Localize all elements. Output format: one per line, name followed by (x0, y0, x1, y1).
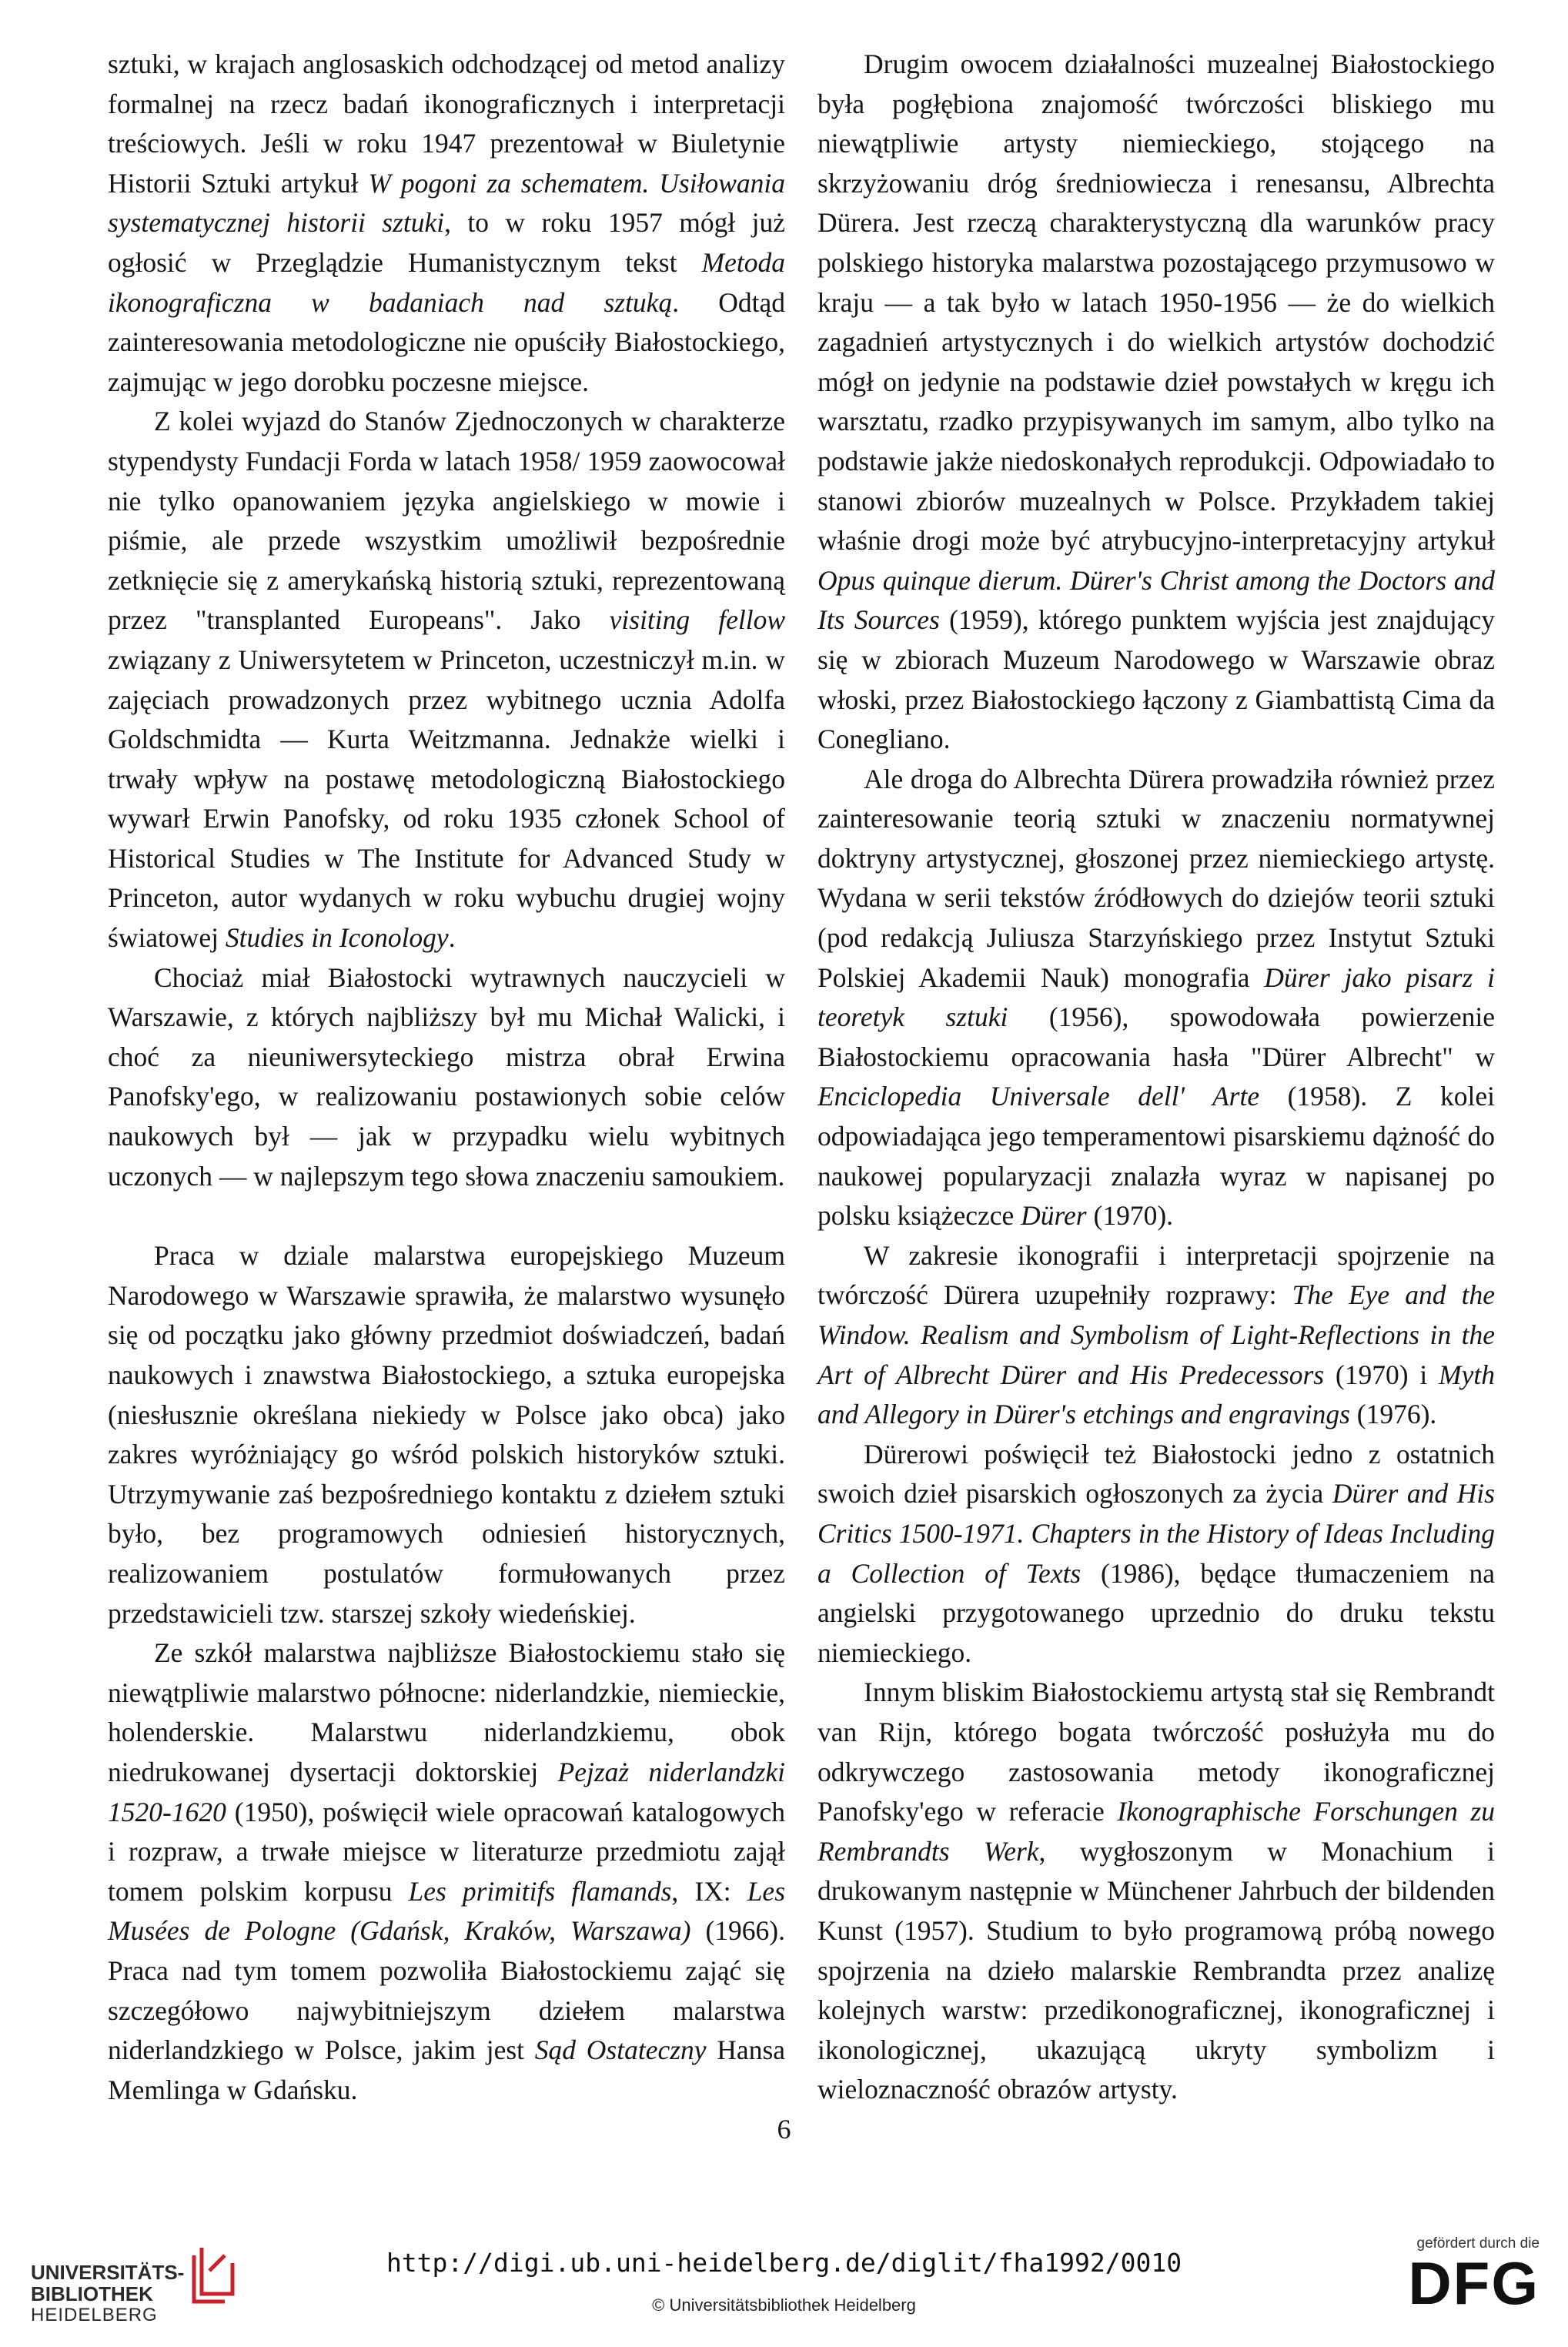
text-column-left (108, 45, 785, 2110)
paragraph: Innym bliskim Białostockiemu artystą stał się Rembrandt van Rijn, którego bogata twórczość posłużyła mu do odkrywczego zastosowania metody ikonograficznej Panofsky'ego w referacie Ikonographische Forschungen zu Rembrandts Werk, wygłoszonym w Monachium i drukowanym następnie w Münchener Jahrbuch der bildenden Kunst (1957). Studium to było programową próbą nowego spojrzenia na dzieło malarskie Rembrandta przez analizę kolejnych warstw: przedikonograficznej, ikonograficznej i ikonologicznej, ukazującą ukryty symbolizm i wieloznaczność obrazów artysty. (817, 1677, 1495, 2105)
page-number: 6 (777, 2114, 791, 2145)
paragraph: Z kolei wyjazd do Stanów Zjednoczonych w charakterze stypendysty Fundacji Forda w latach 1958/ 1959 zaowocował nie tylko opanowaniem języka angielskiego w mowie i piśmie, ale przede wszystkim umożliwił bezpośrednie zetknięcie się z amerykańską historią sztuki, reprezentowaną przez "transplanted Europeans". Jako visiting fellow związany z Uniwersytetem w Princeton, uczestniczył m.in. w zajęciach prowadzonych przez wybitnego ucznia Adolfa Goldschmidta — Kurta Weitzmanna. Jednakże wielki i trwały wpływ na postawę metodologiczną Białostockiego wywarł Erwin Panofsky, od roku 1935 członek School of Historical Studies w The Institute for Advanced Study w Princeton, autor wydanych w roku wybuchu drugiej wojny światowej Studies in Iconology. (108, 406, 785, 954)
paragraph: W zakresie ikonografii i interpretacji spojrzenie na twórczość Dürera uzupełniły rozprawy: The Eye and the Window. Realism and Symbolism of Light-Reflections in the Art of Albrecht Dürer and His Predecessors (1970) i Myth and Allegory in Dürer's etchings and engravings (1976). (817, 1239, 1495, 1430)
dfg-caption: gefördert durch die (1416, 2235, 1540, 2252)
copyright-notice: © Universitätsbibliothek Heidelberg (652, 2295, 916, 2315)
paragraph: Chociaż miał Białostocki wytrawnych nauczycieli w Warszawie, z których najbliższy był mu Michał Walicki, i choć za nieuniwersyteckiego mistrza obrał Erwina Panofsky'ego, w realizowaniu postawionych sobie celów naukowych był — jak w przypadku wielu wybitnych uczonych — w najlepszym tego słowa znaczeniu samoukiem. (108, 961, 785, 1192)
library-name-line: HEIDELBERG (31, 2305, 158, 2325)
paragraph: Dürerowi poświęcił też Białostocki jedno z ostatnich swoich dzieł pisarskich ogłoszonych za życia Dürer and His Critics 1500-1971. Chapters in the History of Ideas Including a Collection of Texts (1986), będące tłumaczeniem na angielski przygotowanego uprzednio do druku tekstu niemieckiego. (817, 1438, 1495, 1668)
digital-copy-link[interactable]: http://digi.ub.uni-heidelberg.de/diglit/fha1992/0010 (386, 2248, 1182, 2278)
paragraph: sztuki, w krajach anglosaskich odchodzącej od metod analizy formalnej na rzecz badań ikonograficznych i interpretacji treściowych. Jeśli w roku 1947 prezentował w Biuletynie Historii Sztuki artykuł W pogoni za schematem. Usiłowania systematycznej historii sztuki, to w roku 1957 mógł już ogłosić w Przeglądzie Humanistycznym tekst Metoda ikonograficzna w badaniach nad sztuką. Odtąd zainteresowania metodologiczne nie opuściły Białostockiego, zajmując w jego dorobku poczesne miejsce. (108, 48, 786, 397)
paragraph: Ale droga do Albrechta Dürera prowadziła również przez zainteresowanie teorią sztuki w znaczeniu normatywnej doktryny artystycznej, głoszonej przez niemieckiego artystę. Wydana w serii tekstów źródłowych do dziejów teorii sztuki (pod redakcją Juliusza Starzyńskiego przez Instytut Sztuki Polskiej Akademii Nauk) monografia Dürer jako pisarz i teoretyk sztuki (1956), spowodowała powierzenie Białostockiemu opracowania hasła "Dürer Albrecht" w Enciclopedia Universale dell' Arte (1958). Z kolei odpowiadająca jego temperamentowi pisarskiemu dążność do naukowej popularyzacji znalazła wyraz w napisanej po polsku książeczce Dürer (1970). (817, 763, 1495, 1232)
paragraph: Drugim owocem działalności muzealnej Białostockiego była pogłębiona znajomość twórczości bliskiego mu niewątpliwie artysty niemieckiego, stojącego na skrzyżowaniu dróg średniowiecza i renesansu, Albrechta Dürera. Jest rzeczą charakterystyczną dla warunków pracy polskiego historyka malarstwa pozostającego przymusowo w kraju — a tak było w latach 1950-1956 — że do wielkich zagadnień artystycznych i do wielkich artystów dochodzić mógł on jedynie na podstawie dzieł powstałych w kręgu ich warsztatu, rzadko przypisywanych im samym, albo tylko na podstawie jakże niedoskonałych reprodukcji. Odpowiadało to stanowi zbiorów muzealnych w Polsce. Przykładem takiej właśnie drogi może być atrybucyjno-interpretacyjny artykuł Opus quinque dierum. Dürer's Christ among the Doctors and Its Sources (1959), którego punktem wyjścia jest znajdujący się w zbiorach Muzeum Narodowego w Warszawie obraz włoski, przez Białostockiego łączony z Giambattistą Cima da Conegliano. (817, 48, 1495, 755)
library-name-line: UNIVERSITÄTS- (31, 2261, 185, 2284)
text-column-right (817, 45, 1495, 2110)
library-name-line: BIBLIOTHEK (31, 2282, 153, 2305)
dfg-logo: DFG (1408, 2249, 1540, 2317)
dfg-funding-badge[interactable] (1378, 2235, 1540, 2317)
paragraph: Praca w dziale malarstwa europejskiego Muzeum Narodowego w Warszawie sprawiła, że malarstwo wysunęło się od początku jako główny przedmiot doświadczeń, badań naukowych i znawstwa Białostockiego, a sztuka europejska (niesłusznie określana niekiedy w Polsce jako obca) jako zakres wyróżniający go wśród polskich historyków sztuki. Utrzymywanie zaś bezpośredniego kontaktu z dziełem sztuki było, bez programowych odniesień historycznych, realizowaniem postulatów formułowanych przez przedstawicieli tzw. starszej szkoły wiedeńskiej. (108, 1240, 785, 1629)
paragraph: Ze szkół malarstwa najbliższe Białostockiemu stało się niewątpliwie malarstwo północne: niderlandzkie, niemieckie, holenderskie. Malarstwu niderlandzkiemu, obok niedrukowanej dysertacji doktorskiej Pejzaż niderlandzki 1520-1620 (1950), poświęcił wiele opracowań katalogowych i rozpraw, a trwałe miejsce w literaturze przedmiotu zajął tomem polskim korpusu Les primitifs flamands, IX: Les Musées de Pologne (Gdańsk, Kraków, Warszawa) (1966). Praca nad tym tomem pozwoliła Białostockiemu zająć się szczegółowo najwybitniejszym dziełem malarstwa niderlandzkiego w Polsce, jakim jest Sąd Ostateczny Hansa Memlinga w Gdańsku. (108, 1637, 786, 2105)
digitization-footer (0, 2217, 1568, 2347)
